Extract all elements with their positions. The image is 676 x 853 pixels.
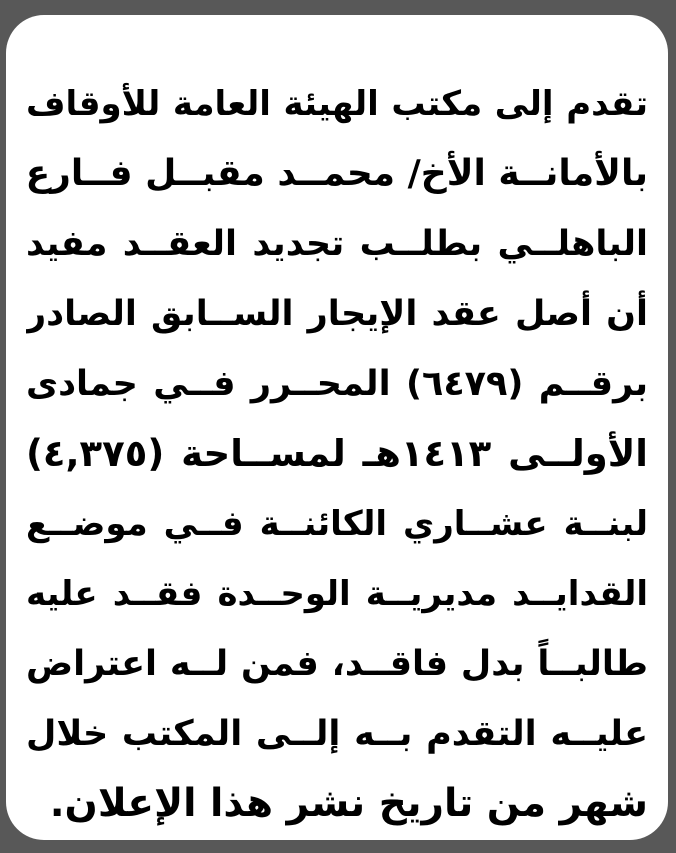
notice-line-2: بالأمانــة الأخ/ محمــد مقبــل فــارع (26, 153, 648, 194)
notice-line-5: برقــم (٦٤٧٩) المحــرر فــي جمادى (26, 364, 648, 404)
notice-line-8: القدايــد مديريــة الوحــدة فقــد عليه (26, 574, 648, 614)
notice-line-9: طالبــاً بدل فاقــد، فمن لــه اعتراض (26, 644, 648, 684)
notice-card (6, 15, 668, 840)
notice-line-10: عليــه التقدم بــه إلــى المكتب خلال (26, 714, 648, 754)
notice-line-4: أن أصل عقد الإيجار الســابق الصادر (26, 294, 648, 334)
notice-body (26, 69, 648, 839)
notice-line-7: لبنــة عشــاري الكائنــة فــي موضــع (26, 504, 648, 544)
notice-line-3: الباهلــي بطلــب تجديد العقــد مفيد (26, 224, 648, 264)
notice-line-6: الأولــى ١٤١٣هـ لمســاحة (٤,٣٧٥) (26, 432, 648, 475)
notice-line-1: تقدم إلى مكتب الهيئة العامة للأوقاف (26, 84, 648, 124)
notice-line-11: شهر من تاريخ نشر هذا الإعلان. (49, 781, 648, 826)
